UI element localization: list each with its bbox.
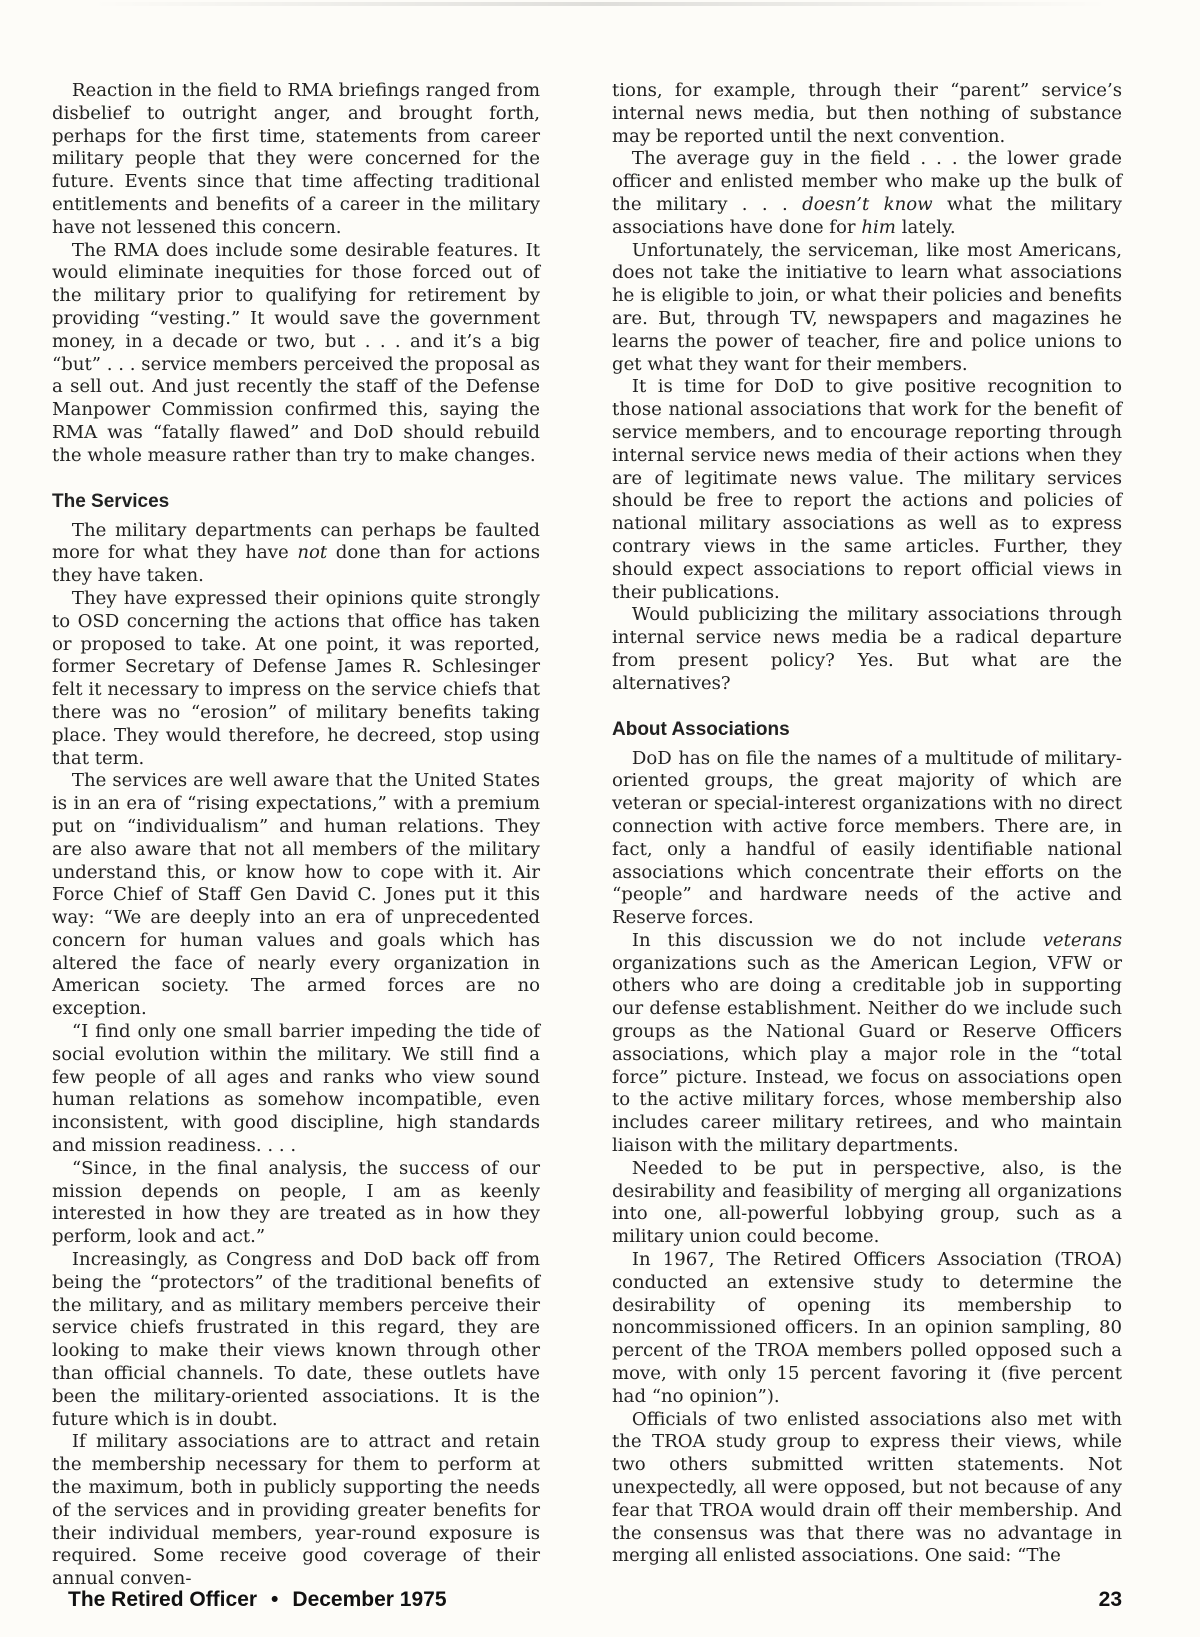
footer-publication-line [68, 1588, 447, 1612]
publication-name: The Retired Officer [68, 1588, 258, 1611]
emphasis: him [861, 216, 896, 238]
paragraph [612, 930, 1122, 1158]
paragraph: Unfortunately, the serviceman, like most Americans, does not take the initiative to learn what associations he is eligible to join, or what their policies and benefits are. But, through TV, newspapers and magazines he learns the power of teacher, fire and police unions to get what they want for their members. [612, 239, 1122, 375]
paragraph: tions, for example, through their “parent” service’s internal news media, but then nothing of substance may be reported until the next convention. [612, 80, 1122, 147]
paragraph: DoD has on file the names of a multitude of military-oriented groups, the great majority of which are veteran or special-interest organizations with no direct connection with active force members. There are, in fact, only a handful of easily identifiable national associations which concentrate their efforts on the “people” and hardware needs of the active and Reserve forces. [612, 747, 1122, 929]
paragraph: The RMA does include some desirable features. It would eliminate inequities for those forced out of the military prior to qualifying for retirement by providing “vesting.” It would save the government money, in a decade or two, but . . . and it’s a big “but” . . . service members perceived the proposal as a sell out. And just recently the staff of the Defense Manpower Commission confirmed this, saying the RMA was “fatally flawed” and DoD should rebuild the whole measure rather than try to make changes. [52, 239, 541, 466]
paragraph [612, 148, 1122, 239]
text-run: what the military associations have done for [612, 193, 1122, 238]
section-heading-services: The Services [52, 490, 170, 512]
text-run: The military departments can perhaps be faulted more for what they have [52, 519, 540, 564]
emphasis: not [297, 542, 328, 564]
scan-edge [90, 2, 1110, 6]
page-number: 23 [1098, 1588, 1122, 1611]
paragraph: “I find only one small barrier impeding the tide of social evolution within the military. We still find a few people of all ages and ranks who view sound human relations as somehow incompatible, even inconsistent, with good discipline, high standards and mission readiness. . . . [52, 1021, 540, 1157]
paragraph: “Since, in the final analysis, the success of our mission depends on people, I am as keenly interested in how they are treated as in how they perform, look and act.” [52, 1157, 540, 1248]
paragraph: Officials of two enlisted associations also met with the TROA study group to express their views, while two others submitted written statements. Not unexpectedly, all were opposed, but not because of any fear that TROA would drain off their membership. And the consensus was that there was no advantage in merging all enlisted associations. One said: “The [612, 1408, 1122, 1567]
text-run: In this discussion we do not include [631, 929, 1043, 951]
text-run: lately. [895, 216, 956, 238]
right-column [612, 80, 1122, 1568]
section-heading-about-associations: About Associations [612, 718, 790, 740]
text-run: The average guy in the field . . . the lower grade officer and enlisted member who make up the bulk of the military . . . [612, 148, 1122, 215]
paragraph: Reaction in the field to RMA briefings ranged from disbelief to outright anger, and brought forth, perhaps for the first time, statements from career military people that they were concerned for the future. Events since that time affecting traditional entitlements and benefits of a career in the military have not lessened this concern. [52, 80, 540, 238]
paragraph: Needed to be put in perspective, also, is the desirability and feasibility of merging all organizations into one, all-powerful lobbying group, such as a military union could become. [612, 1157, 1122, 1248]
paragraph: They have expressed their opinions quite strongly to OSD concerning the actions that office has taken or proposed to take. At one point, it was reported, former Secretary of Defense James R. Schlesinger felt it necessary to impress on the service chiefs that there was no “erosion” of military benefits taking place. They would therefore, he decreed, stop using that term. [52, 587, 540, 769]
emphasis: doesn’t know [802, 193, 933, 215]
paragraph: Increasingly, as Congress and DoD back off from being the “protectors” of the traditional benefits of the military, and as military members perceive their service chiefs frustrated in this regard, they are looking to make their views known through other than official channels. To date, these outlets have been the military-oriented associations. It is the future which is in doubt. [52, 1249, 540, 1430]
emphasis: veterans [1042, 929, 1122, 951]
paragraph [52, 520, 540, 588]
paragraph: If military associations are to attract and retain the membership necessary for them to perform at the maximum, both in publicly supporting the needs of the services and in providing greater benefits for their individual members, year-round exposure is required. Some receive good coverage of their annual conven- [52, 1431, 540, 1590]
left-column [52, 80, 540, 1591]
paragraph: Would publicizing the military associations through internal service news media be a radical departure from present policy? Yes. But what are the alternatives? [612, 604, 1122, 694]
paragraph: The services are well aware that the United States is in an era of “rising expectations,” with a premium put on “individualism” and human relations. They are also aware that not all members of the military understand this, or know how to cope with it. Air Force Chief of Staff Gen David C. Jones put it this way: “We are deeply into an era of unprecedented concern for human values and goals which has altered the face of nearly every organization in American society. The armed forces are no exception. [52, 770, 540, 1020]
issue-date: December 1975 [292, 1588, 447, 1611]
paragraph: In 1967, The Retired Officers Association (TROA) conducted an extensive study to determine the desirability of opening its membership to noncommissioned officers. In an opinion sampling, 80 percent of the TROA members polled opposed such a move, with only 15 percent favoring it (five percent had “no opinion”). [612, 1249, 1122, 1407]
paragraph: It is time for DoD to give positive recognition to those national associations that work for the benefit of service members, and to encourage reporting through internal service news media of their actions when they are of legitimate news value. The military services should be free to report the actions and policies of national military associations as well as to express contrary views in the same articles. Further, they should expect associations to report official views in their publications. [612, 376, 1122, 603]
text-run: organizations such as the American Legion, VFW or others who are doing a creditable job in supporting our defense establishment. Neither do we include such groups as the National Guard or Reserve Officers associations, which play a major role in the “total force” picture. Instead, we focus on associations open to the active military forces, whose membership also includes career military retirees, and who maintain liaison with the military departments. [612, 952, 1122, 1157]
page-footer [68, 1588, 1122, 1618]
text-run: done than for actions they have taken. [52, 542, 541, 587]
bullet-separator: • [271, 1588, 279, 1611]
